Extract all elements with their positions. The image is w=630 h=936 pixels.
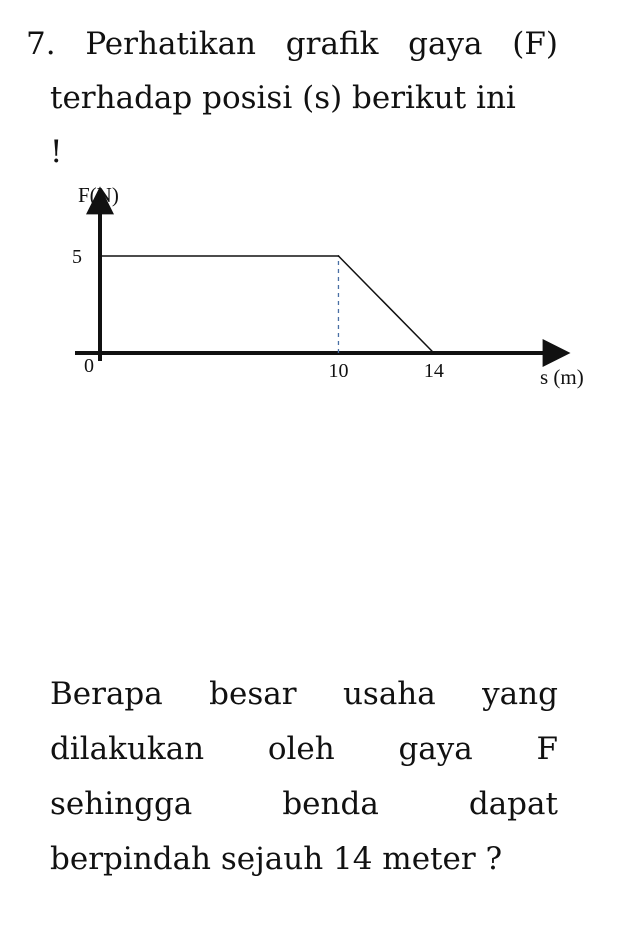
prompt-word: benda	[282, 786, 379, 822]
question-line-1	[26, 24, 558, 64]
prompt-line-2	[50, 729, 558, 769]
prompt-line-1	[50, 674, 558, 714]
intro-word: gaya	[408, 26, 483, 62]
data-point	[433, 352, 435, 354]
series-line	[100, 256, 434, 353]
x-tick-label: 0	[84, 355, 94, 377]
intro-word: Perhatikan	[85, 26, 257, 62]
prompt-word: dilakukan	[50, 731, 205, 767]
x-axis-title: s (m)	[540, 365, 584, 389]
prompt-line-3	[50, 784, 558, 824]
question-number: 7.	[26, 26, 56, 62]
prompt-word: besar	[209, 676, 297, 712]
intro-word: grafik	[285, 26, 379, 62]
x-tick-label: 14	[423, 360, 444, 382]
question-line-3: !	[50, 134, 63, 170]
y-tick-label: 5	[72, 245, 82, 268]
force-position-chart	[0, 170, 630, 400]
prompt-word: usaha	[342, 676, 436, 712]
chart-layer	[72, 183, 584, 389]
prompt-word: Berapa	[50, 676, 163, 712]
prompt-word: gaya	[398, 731, 473, 767]
question-line-2: terhadap posisi (s) berikut ini	[50, 80, 516, 116]
prompt-line-4: berpindah sejauh 14 meter ?	[50, 841, 503, 877]
x-tick-label: 10	[328, 360, 349, 382]
data-point	[338, 255, 340, 257]
data-point	[99, 255, 101, 257]
intro-word: (F)	[512, 26, 558, 62]
y-axis-title: F(N)	[78, 183, 119, 207]
prompt-word: yang	[482, 676, 558, 712]
prompt-word: oleh	[267, 731, 335, 767]
prompt-word: dapat	[468, 786, 558, 822]
prompt-word: sehingga	[50, 786, 193, 822]
prompt-word: F	[536, 731, 558, 767]
